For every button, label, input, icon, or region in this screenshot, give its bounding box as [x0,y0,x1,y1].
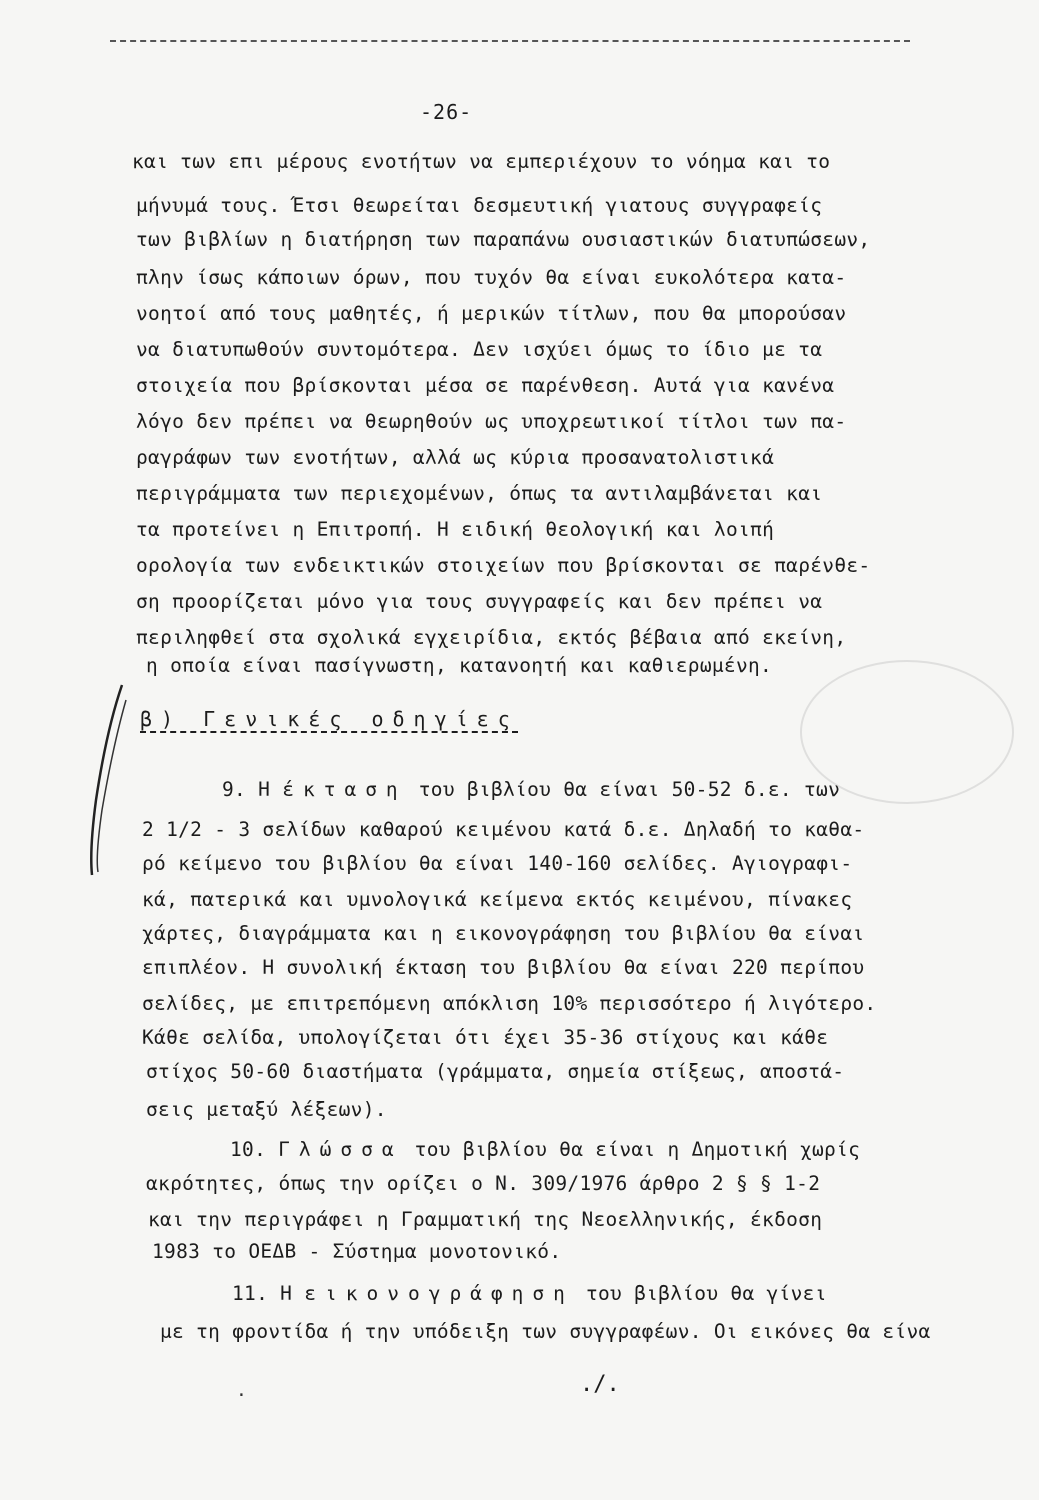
text-line: Κάθε σελίδα, υπολογίζεται ότι έχει 35-36 στίχους και κάθε [142,1026,829,1049]
text-line: 2 1/2 - 3 σελίδων καθαρού κειμένου κατά δ.ε. Δηλαδή το καθα- [142,818,865,841]
margin-pen-mark [82,680,132,880]
section-11-rest: του βιβλίου θα γίνει [585,1282,827,1305]
text-line: ορολογία των ενδεικτικών στοιχείων που βρίσκονται σε παρένθε- [136,554,871,577]
text-line: να διατυπωθούν συντομότερα. Δεν ισχύει όμως το ίδιο με τα [136,338,823,361]
text-line: ραγράφων των ενοτήτων, αλλά ως κύρια προσανατολιστικά [136,446,775,469]
section-11-article: Η [280,1282,293,1305]
text-line: στίχος 50-60 διαστήματα (γράμματα, σημεία στίξεως, αποστά- [146,1060,845,1083]
section-10-number: 10. [230,1138,267,1161]
section-9-number: 9. [222,778,247,801]
text-line: σελίδες, με επιτρεπόμενη απόκλιση 10% περισσότερο ή λιγότερο. [142,992,877,1015]
top-dashed-rule [110,40,910,42]
page-number: -26- [420,100,473,124]
text-line: ρό κείμενο του βιβλίου θα είναι 140-160 σελίδες. Αγιογραφι- [142,852,853,875]
section-9-article: Η [258,778,271,801]
section-11-keyword: εικονογράφηση [304,1282,574,1305]
text-line: επιπλέον. Η συνολική έκταση του βιβλίου θα είναι 220 περίπου [142,956,865,979]
section-10-first-line [230,1138,1039,1161]
text-line: ση προορίζεται μόνο για τους συγγραφείς και δεν πρέπει να [136,590,823,613]
text-line: και των επι μέρους ενοτήτων να εμπεριέχουν το νόημα και το [132,150,831,173]
section-9-keyword: έκταση [282,778,407,801]
text-line: χάρτες, διαγράμματα και η εικονογράφηση του βιβλίου θα είναι [142,922,865,945]
text-line: στοιχεία που βρίσκονται μέσα σε παρένθεση. Αυτά για κανένα [136,374,835,397]
section-heading: β) Γενικές οδηγίες [140,707,519,731]
section-10-keyword: Γλώσσα [278,1138,403,1161]
text-line: 1983 το ΟΕΔΒ - Σύστημα μονοτονικό. [152,1240,562,1263]
text-line: και την περιγράφει η Γραμματική της Νεοελληνικής, έκδοση [148,1208,823,1231]
section-11-first-line [232,1282,1039,1305]
text-line: περιγράμματα των περιεχομένων, όπως τα αντιλαμβάνεται και [136,482,823,505]
text-line: μήνυμά τους. Έτσι θεωρείται δεσμευτική γιατους συγγραφείς [136,194,823,217]
section-9-first-line [222,778,1039,801]
text-line: με τη φροντίδα ή την υπόδειξη των συγγραφέων. Οι εικόνες θα είνα [160,1320,931,1343]
text-line: νοητοί από τους μαθητές, ή μερικών τίτλων, που θα μπορούσαν [136,302,847,325]
text-line: ακρότητες, όπως την ορίζει ο Ν. 309/1976 άρθρο 2 § § 1-2 [146,1172,821,1195]
section-11-number: 11. [232,1282,269,1305]
text-line: κά, πατερικά και υμνολογικά κείμενα εκτός κειμένου, πίνακες [142,888,853,911]
section-10-rest: του βιβλίου θα είναι η Δημοτική χωρίς [414,1138,861,1161]
continuation-mark: ./. [580,1372,620,1397]
text-line: πλην ίσως κάποιων όρων, που τυχόν θα είναι ευκολότερα κατα- [136,266,847,289]
section-9-rest: του βιβλίου θα είναι 50-52 δ.ε. των [418,778,841,801]
text-line: η οποία είναι πασίγνωστη, κατανοητή και καθιερωμένη. [146,654,773,677]
stray-mark: · [236,1385,247,1406]
text-line: λόγο δεν πρέπει να θεωρηθούν ως υποχρεωτικοί τίτλοι των πα- [136,410,847,433]
text-line: περιληφθεί στα σχολικά εγχειρίδια, εκτός βέβαια από εκείνη, [136,626,847,649]
text-line: τα προτείνει η Επιτροπή. Η ειδική θεολογική και λοιπή [136,518,775,541]
text-line: των βιβλίων η διατήρηση των παραπάνω ουσιαστικών διατυπώσεων, [136,228,871,251]
text-line: σεις μεταξύ λέξεων). [146,1098,387,1121]
